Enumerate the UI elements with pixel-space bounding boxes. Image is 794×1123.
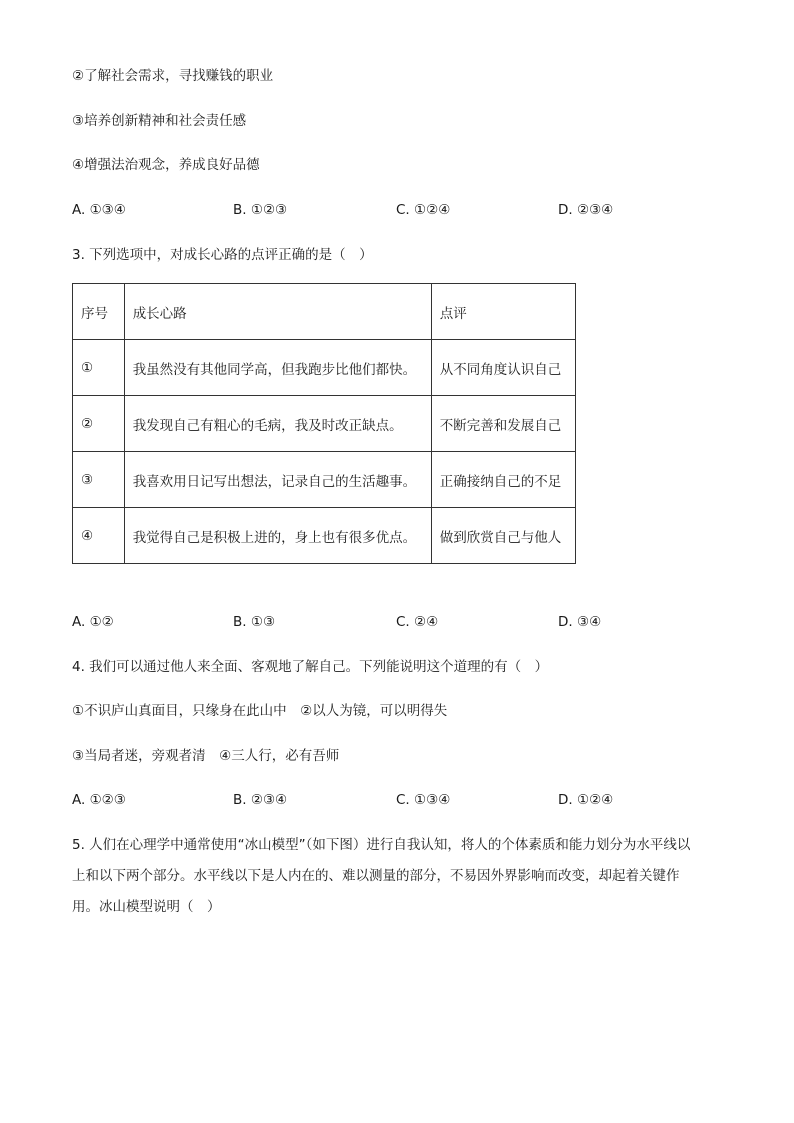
q2-option-d: D. ②③④	[558, 202, 614, 218]
row-growth-path: 我发现自己有粗心的毛病，我及时改正缺点。	[124, 396, 431, 452]
table-row	[73, 508, 576, 564]
q2-item-4: ④增强法治观念，养成良好品德	[72, 157, 260, 173]
q5-stem-line-1: 5. 人们在心理学中通常使用“冰山模型”（如下图）进行自我认知，将人的个体素质和能力划分为水平线以	[72, 837, 691, 853]
row-number: ③	[73, 452, 125, 508]
q5-stem-line-3: 用。冰山模型说明（ ）	[72, 899, 221, 915]
row-number: ④	[73, 508, 125, 564]
row-comment: 从不同角度认识自己	[431, 340, 575, 396]
row-comment: 做到欣赏自己与他人	[431, 508, 575, 564]
row-comment: 正确接纳自己的不足	[431, 452, 575, 508]
row-comment: 不断完善和发展自己	[431, 396, 575, 452]
q2-option-c: C. ①②④	[396, 202, 451, 218]
row-growth-path: 我喜欢用日记写出想法，记录自己的生活趣事。	[124, 452, 431, 508]
q3-option-c: C. ②④	[396, 614, 439, 630]
table-header-row	[73, 284, 576, 340]
q2-option-b: B. ①②③	[233, 202, 288, 218]
q2-option-a: A. ①③④	[72, 202, 126, 218]
row-growth-path: 我觉得自己是积极上进的，身上也有很多优点。	[124, 508, 431, 564]
q4-option-b: B. ②③④	[233, 792, 288, 808]
growth-review-table	[72, 283, 576, 564]
q4-option-d: D. ①②④	[558, 792, 614, 808]
q4-option-c: C. ①③④	[396, 792, 451, 808]
q4-stem: 4. 我们可以通过他人来全面、客观地了解自己。下列能说明这个道理的有（ ）	[72, 659, 549, 675]
row-growth-path: 我虽然没有其他同学高，但我跑步比他们都快。	[124, 340, 431, 396]
q3-option-b: B. ①③	[233, 614, 276, 630]
q2-item-2: ②了解社会需求，寻找赚钱的职业	[72, 68, 274, 84]
q4-items-line-2: ③当局者迷，旁观者清 ④三人行，必有吾师	[72, 748, 340, 764]
q4-items-line-1: ①不识庐山真面目，只缘身在此山中 ②以人为镜，可以明得失	[72, 703, 448, 719]
q3-option-d: D. ③④	[558, 614, 602, 630]
q5-stem-line-2: 上和以下两个部分。水平线以下是人内在的、难以测量的部分，不易因外界影响而改变，却起着关键作	[72, 868, 680, 884]
q3-option-a: A. ①②	[72, 614, 114, 630]
row-number: ①	[73, 340, 125, 396]
header-growth-path: 成长心路	[124, 284, 431, 340]
table-row	[73, 396, 576, 452]
q3-stem: 3. 下列选项中，对成长心路的点评正确的是（ ）	[72, 247, 373, 263]
q2-item-3: ③培养创新精神和社会责任感	[72, 113, 247, 129]
table-row	[73, 340, 576, 396]
table-row	[73, 452, 576, 508]
header-number: 序号	[73, 284, 125, 340]
row-number: ②	[73, 396, 125, 452]
q4-option-a: A. ①②③	[72, 792, 126, 808]
header-comment: 点评	[431, 284, 575, 340]
